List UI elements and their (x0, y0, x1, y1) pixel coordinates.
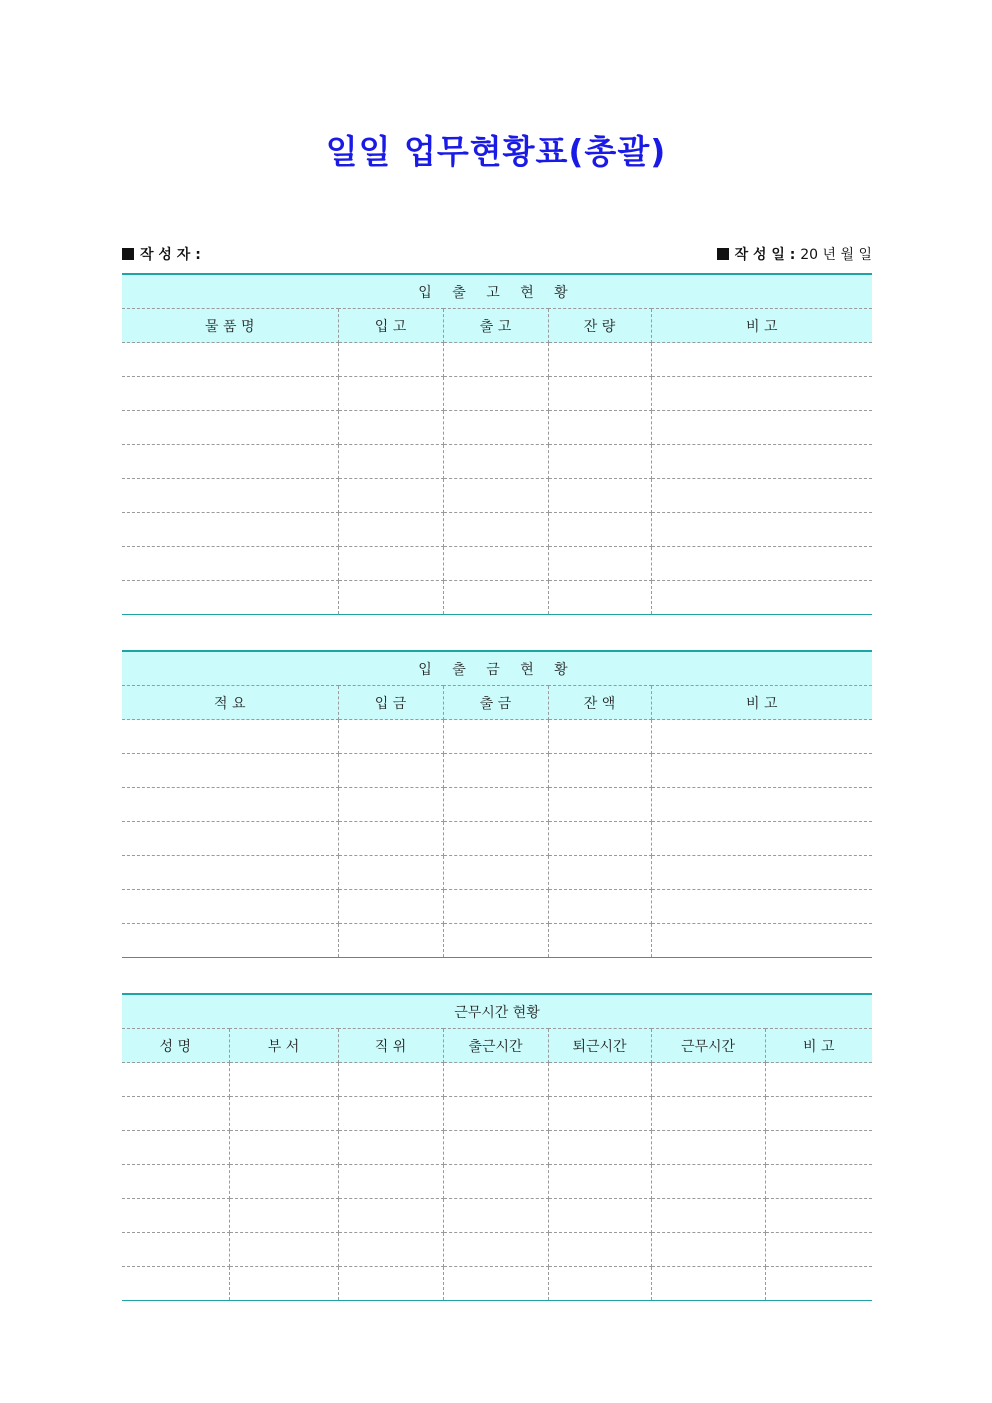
table-row (122, 513, 872, 547)
table-cell[interactable] (548, 1267, 651, 1301)
table-cell[interactable] (651, 1063, 765, 1097)
table-row (122, 1233, 872, 1267)
table-row (122, 547, 872, 581)
table-cell[interactable] (122, 1233, 229, 1267)
table-cell[interactable] (651, 1131, 765, 1165)
table-cell[interactable] (338, 513, 443, 547)
table-row (122, 1063, 872, 1097)
table-cell[interactable] (548, 1165, 651, 1199)
table-cell[interactable] (443, 581, 548, 615)
table-cell[interactable] (338, 1233, 443, 1267)
col-header-item-name: 물 품 명 (122, 309, 338, 343)
table-cell[interactable] (443, 479, 548, 513)
table-cell[interactable] (229, 1063, 338, 1097)
table-row (122, 1097, 872, 1131)
table-cell[interactable] (548, 1063, 651, 1097)
table-cell[interactable] (338, 377, 443, 411)
square-bullet-icon (717, 248, 729, 260)
table-cell[interactable] (651, 856, 872, 890)
table-cell[interactable] (229, 1165, 338, 1199)
table-row (122, 924, 872, 958)
table-cell[interactable] (443, 547, 548, 581)
date-label: 작 성 일 : (734, 247, 796, 263)
table-cell[interactable] (122, 1267, 229, 1301)
table-cell[interactable] (651, 822, 872, 856)
table-cell[interactable] (122, 822, 338, 856)
table-cell[interactable] (338, 343, 443, 377)
table-row (122, 479, 872, 513)
table-cell[interactable] (443, 856, 548, 890)
table-cell[interactable] (338, 924, 443, 958)
table-cell[interactable] (122, 788, 338, 822)
col-header-position: 직 위 (338, 1029, 443, 1063)
table-cell[interactable] (765, 1267, 872, 1301)
table-cell[interactable] (229, 1131, 338, 1165)
table-cell[interactable] (548, 581, 651, 615)
table-cell[interactable] (651, 924, 872, 958)
table-row (122, 445, 872, 479)
table-cell[interactable] (443, 377, 548, 411)
table-cell[interactable] (548, 1131, 651, 1165)
table-cell[interactable] (338, 720, 443, 754)
table-cell[interactable] (651, 343, 872, 377)
table-row (122, 1131, 872, 1165)
table-cell[interactable] (338, 581, 443, 615)
table-row (122, 720, 872, 754)
table-cell[interactable] (229, 1267, 338, 1301)
table-row (122, 1267, 872, 1301)
table-cell[interactable] (548, 754, 651, 788)
table-cell[interactable] (548, 890, 651, 924)
table-cell[interactable] (651, 1165, 765, 1199)
col-header-clock-out: 퇴근시간 (548, 1029, 651, 1063)
table-cell[interactable] (122, 1131, 229, 1165)
table-cell[interactable] (548, 924, 651, 958)
attendance-table-title: 근무시간 현황 (122, 994, 872, 1029)
inventory-table (122, 273, 872, 615)
table-cell[interactable] (122, 513, 338, 547)
col-header-outgoing: 출 고 (443, 309, 548, 343)
table-cell[interactable] (338, 1165, 443, 1199)
square-bullet-icon (122, 248, 134, 260)
author-field (122, 244, 201, 264)
table-row (122, 754, 872, 788)
table-cell[interactable] (122, 720, 338, 754)
table-cell[interactable] (651, 547, 872, 581)
table-cell[interactable] (122, 445, 338, 479)
table-cell[interactable] (443, 822, 548, 856)
table-cell[interactable] (443, 924, 548, 958)
col-header-withdrawal: 출 금 (443, 686, 548, 720)
table-cell[interactable] (651, 581, 872, 615)
table-cell[interactable] (338, 411, 443, 445)
inventory-body (122, 343, 872, 615)
table-row (122, 377, 872, 411)
table-cell[interactable] (651, 720, 872, 754)
table-cell[interactable] (651, 1097, 765, 1131)
table-cell[interactable] (338, 1267, 443, 1301)
table-cell[interactable] (651, 754, 872, 788)
table-cell[interactable] (765, 1131, 872, 1165)
table-cell[interactable] (548, 343, 651, 377)
table-cell[interactable] (443, 1063, 548, 1097)
col-header-remaining: 잔 량 (548, 309, 651, 343)
table-cell[interactable] (443, 1233, 548, 1267)
table-cell[interactable] (122, 581, 338, 615)
table-row (122, 343, 872, 377)
table-cell[interactable] (443, 1267, 548, 1301)
table-cell[interactable] (338, 890, 443, 924)
table-cell[interactable] (548, 479, 651, 513)
col-header-work-hours: 근무시간 (651, 1029, 765, 1063)
table-cell[interactable] (338, 856, 443, 890)
table-cell[interactable] (443, 1165, 548, 1199)
table-cell[interactable] (338, 1097, 443, 1131)
table-row (122, 1165, 872, 1199)
table-cell[interactable] (122, 1097, 229, 1131)
table-cell[interactable] (229, 1199, 338, 1233)
table-cell[interactable] (765, 1097, 872, 1131)
table-cell[interactable] (548, 1199, 651, 1233)
table-cell[interactable] (443, 1199, 548, 1233)
attendance-body (122, 1063, 872, 1301)
table-cell[interactable] (651, 788, 872, 822)
table-cell[interactable] (122, 377, 338, 411)
col-header-remarks: 비 고 (651, 309, 872, 343)
table-cell[interactable] (338, 1131, 443, 1165)
table-cell[interactable] (651, 1199, 765, 1233)
table-cell[interactable] (651, 411, 872, 445)
table-cell[interactable] (338, 1063, 443, 1097)
col-header-department: 부 서 (229, 1029, 338, 1063)
table-cell[interactable] (229, 1097, 338, 1131)
table-cell[interactable] (122, 343, 338, 377)
table-cell[interactable] (443, 445, 548, 479)
table-cell[interactable] (122, 890, 338, 924)
table-cell[interactable] (443, 411, 548, 445)
table-cell[interactable] (765, 1063, 872, 1097)
col-header-remarks: 비 고 (765, 1029, 872, 1063)
table-cell[interactable] (122, 1063, 229, 1097)
table-cell[interactable] (122, 856, 338, 890)
table-cell[interactable] (338, 1199, 443, 1233)
table-cell[interactable] (548, 1097, 651, 1131)
table-cell[interactable] (338, 479, 443, 513)
table-cell[interactable] (651, 890, 872, 924)
col-header-deposit: 입 금 (338, 686, 443, 720)
table-cell[interactable] (548, 411, 651, 445)
date-field (717, 244, 872, 264)
table-cell[interactable] (548, 377, 651, 411)
table-cell[interactable] (122, 1165, 229, 1199)
table-cell[interactable] (122, 924, 338, 958)
table-cell[interactable] (548, 1233, 651, 1267)
table-cell[interactable] (338, 788, 443, 822)
table-cell[interactable] (651, 1233, 765, 1267)
table-cell[interactable] (122, 479, 338, 513)
table-cell[interactable] (651, 445, 872, 479)
table-row (122, 788, 872, 822)
attendance-table (122, 993, 872, 1301)
page-title: 일일 업무현황표(총괄) (325, 132, 667, 171)
table-row (122, 411, 872, 445)
table-cell[interactable] (338, 754, 443, 788)
table-cell[interactable] (122, 411, 338, 445)
table-cell[interactable] (651, 513, 872, 547)
table-cell[interactable] (548, 445, 651, 479)
table-cell[interactable] (443, 754, 548, 788)
table-cell[interactable] (651, 479, 872, 513)
table-cell[interactable] (443, 1097, 548, 1131)
table-cell[interactable] (651, 1267, 765, 1301)
table-cell[interactable] (338, 445, 443, 479)
table-cell[interactable] (548, 822, 651, 856)
table-cell[interactable] (443, 343, 548, 377)
table-cell[interactable] (122, 754, 338, 788)
table-cell[interactable] (338, 822, 443, 856)
table-row (122, 856, 872, 890)
cash-body (122, 720, 872, 958)
table-cell[interactable] (122, 547, 338, 581)
table-row (122, 822, 872, 856)
table-cell[interactable] (443, 720, 548, 754)
table-cell[interactable] (548, 788, 651, 822)
table-cell[interactable] (765, 1199, 872, 1233)
table-cell[interactable] (443, 513, 548, 547)
col-header-incoming: 입 고 (338, 309, 443, 343)
table-cell[interactable] (548, 856, 651, 890)
table-cell[interactable] (443, 890, 548, 924)
col-header-name: 성 명 (122, 1029, 229, 1063)
table-row (122, 1199, 872, 1233)
col-header-clock-in: 출근시간 (443, 1029, 548, 1063)
inventory-table-title: 입 출 고 현 황 (122, 274, 872, 309)
table-cell[interactable] (548, 720, 651, 754)
table-cell[interactable] (229, 1233, 338, 1267)
table-cell[interactable] (443, 1131, 548, 1165)
table-cell[interactable] (765, 1233, 872, 1267)
col-header-balance: 잔 액 (548, 686, 651, 720)
date-value: 20 년 월 일 (800, 247, 872, 263)
table-cell[interactable] (548, 547, 651, 581)
col-header-remarks: 비 고 (651, 686, 872, 720)
cash-table (122, 650, 872, 958)
table-cell[interactable] (651, 377, 872, 411)
table-cell[interactable] (548, 513, 651, 547)
table-cell[interactable] (765, 1165, 872, 1199)
table-cell[interactable] (122, 1199, 229, 1233)
col-header-description: 적 요 (122, 686, 338, 720)
author-label: 작 성 자 : (140, 247, 201, 263)
table-cell[interactable] (338, 547, 443, 581)
table-row (122, 890, 872, 924)
table-row (122, 581, 872, 615)
table-cell[interactable] (443, 788, 548, 822)
cash-table-title: 입 출 금 현 황 (122, 651, 872, 686)
